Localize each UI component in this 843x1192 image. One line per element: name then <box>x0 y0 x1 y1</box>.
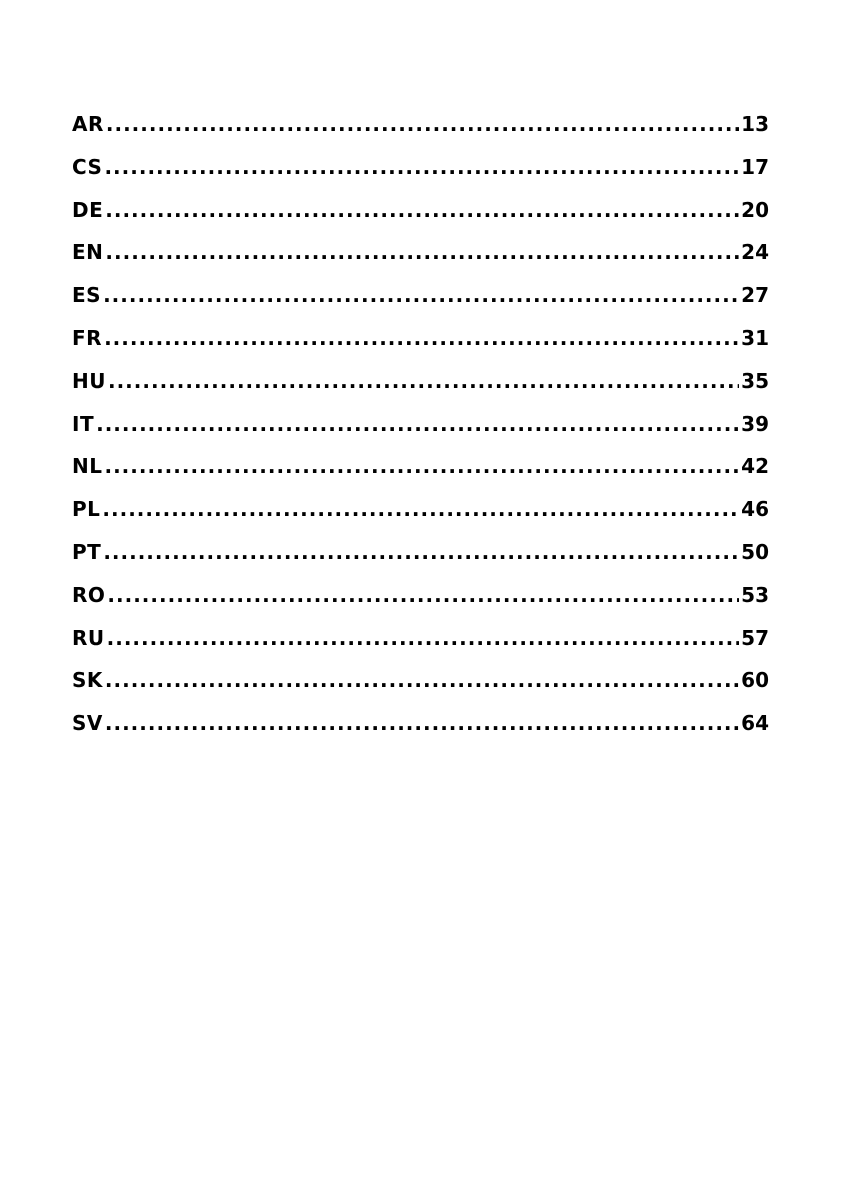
toc-entry-nl[interactable] <box>72 454 769 497</box>
toc-entry-ar[interactable] <box>72 112 769 155</box>
toc-page-number: 42 <box>741 454 769 479</box>
toc-entry-pt[interactable] <box>72 540 769 583</box>
toc-page-number: 39 <box>741 411 769 436</box>
toc-language-code: SV <box>72 711 103 736</box>
toc-page-number: 64 <box>741 711 769 736</box>
toc-page-number: 57 <box>741 625 769 650</box>
toc-language-code: FR <box>72 325 103 350</box>
toc-entry-ru[interactable] <box>72 626 769 669</box>
toc-entry-fr[interactable] <box>72 326 769 369</box>
toc-page-number: 20 <box>741 197 769 222</box>
toc-dot-leader <box>108 369 739 393</box>
toc-dot-leader <box>104 454 739 478</box>
toc-language-code: NL <box>72 454 103 479</box>
toc-entry-ro[interactable] <box>72 583 769 626</box>
toc-entry-sk[interactable] <box>72 668 769 711</box>
toc-page-number: 31 <box>741 325 769 350</box>
toc-dot-leader <box>107 626 740 650</box>
toc-dot-leader <box>105 240 739 264</box>
toc-page-number: 60 <box>741 668 769 693</box>
toc-dot-leader <box>105 668 739 692</box>
toc-dot-leader <box>103 540 739 564</box>
toc-dot-leader <box>105 711 739 735</box>
toc-dot-leader <box>107 583 739 607</box>
toc-dot-leader <box>106 112 739 136</box>
toc-entry-it[interactable] <box>72 412 769 455</box>
toc-page-number: 35 <box>741 368 769 393</box>
toc-entry-es[interactable] <box>72 283 769 326</box>
toc-page-number: 50 <box>741 539 769 564</box>
toc-dot-leader <box>104 326 739 350</box>
toc-dot-leader <box>105 198 739 222</box>
toc-entry-pl[interactable] <box>72 497 769 540</box>
toc-entry-hu[interactable] <box>72 369 769 412</box>
toc-page-number: 53 <box>741 582 769 607</box>
toc-page-number: 24 <box>741 240 769 265</box>
toc-dot-leader <box>96 412 739 436</box>
toc-language-code: PL <box>72 497 101 522</box>
toc-dot-leader <box>102 497 739 521</box>
toc-language-code: CS <box>72 154 103 179</box>
toc-language-code: ES <box>72 283 102 308</box>
toc-entry-de[interactable] <box>72 198 769 241</box>
table-of-contents <box>72 112 769 754</box>
toc-language-code: SK <box>72 668 103 693</box>
toc-entry-sv[interactable] <box>72 711 769 754</box>
toc-language-code: RO <box>72 582 106 607</box>
toc-language-code: EN <box>72 240 104 265</box>
toc-page-number: 13 <box>741 112 769 136</box>
toc-entry-cs[interactable] <box>72 155 769 198</box>
toc-language-code: HU <box>72 368 106 393</box>
toc-language-code: DE <box>72 197 104 222</box>
toc-language-code: PT <box>72 539 102 564</box>
toc-dot-leader <box>104 155 739 179</box>
toc-entry-en[interactable] <box>72 240 769 283</box>
toc-page-number: 27 <box>741 283 769 308</box>
toc-dot-leader <box>103 283 739 307</box>
toc-page-number: 46 <box>741 497 769 522</box>
toc-language-code: RU <box>72 625 105 650</box>
toc-language-code: IT <box>72 411 95 436</box>
toc-language-code: AR <box>72 112 104 136</box>
toc-page-number: 17 <box>741 154 769 179</box>
